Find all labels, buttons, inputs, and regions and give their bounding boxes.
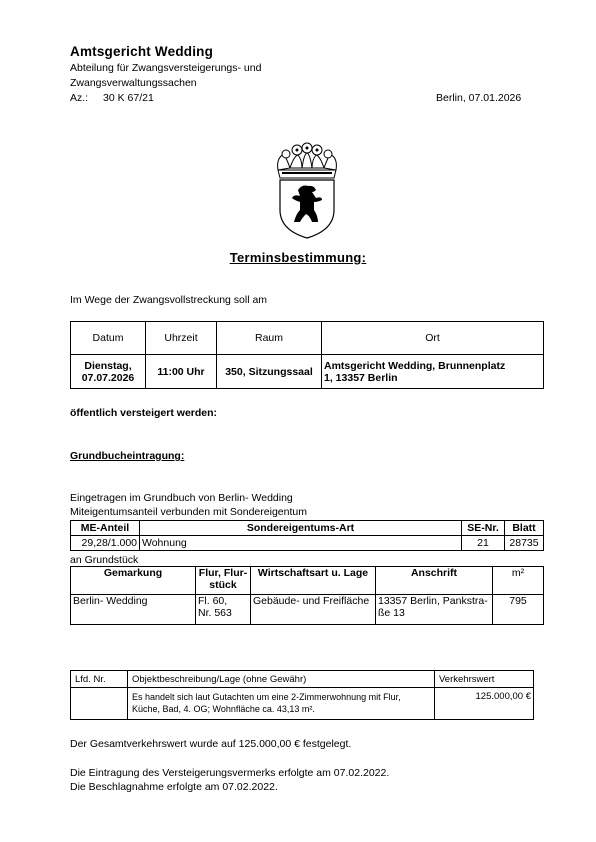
termin-ort	[322, 355, 544, 389]
grund-flur	[196, 595, 251, 625]
az-value: 30 K 67/21	[103, 92, 154, 104]
grund-flur-line-2: Nr. 563	[198, 607, 232, 619]
grund-header-wirtschaft: Wirtschaftsart u. Lage	[251, 567, 376, 595]
objekt-header-lfd: Lfd. Nr.	[71, 671, 128, 688]
me-anteil: 29,28/1.000	[71, 536, 140, 551]
grund-header-anschrift: Anschrift	[376, 567, 493, 595]
grundstueck-table	[70, 566, 544, 625]
objekt-header-wert: Verkehrswert	[435, 671, 534, 688]
me-header-art: Sondereigentums-Art	[140, 521, 462, 536]
grund-header-flur	[196, 567, 251, 595]
grund-m2: 795	[493, 595, 544, 625]
grund-header-m2: m²	[493, 567, 544, 595]
az-label: Az.:	[70, 92, 89, 104]
grund-header-flur-line-1: Flur, Flur-	[198, 567, 248, 579]
objekt-beschreibung	[128, 688, 435, 720]
me-blatt: 28735	[505, 536, 544, 551]
miteigentum-text: Miteigentumsanteil verbunden mit Sondereigentum	[70, 506, 307, 518]
beschlagnahme-text: Die Beschlagnahme erfolgte am 07.02.2022.	[70, 781, 278, 793]
gesamtverkehrswert-text: Der Gesamtverkehrswert wurde auf 125.000,00 € festgelegt.	[70, 738, 352, 750]
me-table	[70, 520, 544, 551]
me-header-blatt: Blatt	[505, 521, 544, 536]
eingetragen-text: Eingetragen im Grundbuch von Berlin- Wedding	[70, 492, 293, 504]
me-header-senr: SE-Nr.	[462, 521, 505, 536]
berlin-coat-of-arms-icon	[272, 140, 342, 240]
termin-header-raum: Raum	[217, 322, 322, 355]
an-grundstueck-text: an Grundstück	[70, 554, 139, 566]
page-title: Terminsbestimmung:	[229, 250, 367, 265]
grund-anschrift-line-1: 13357 Berlin, Pankstra-	[378, 595, 488, 607]
termin-datum	[71, 355, 146, 389]
grund-header-gemarkung: Gemarkung	[71, 567, 196, 595]
objekt-lfd	[71, 688, 128, 720]
grundbuch-heading: Grundbucheintragung:	[70, 450, 185, 462]
department-line-2: Zwangsverwaltungssachen	[70, 77, 197, 89]
objekt-table	[70, 670, 534, 720]
termin-header-uhrzeit: Uhrzeit	[146, 322, 217, 355]
me-senr: 21	[462, 536, 505, 551]
termin-raum: 350, Sitzungssaal	[217, 355, 322, 389]
grund-wirtschaft: Gebäude- und Freifläche	[251, 595, 376, 625]
grund-anschrift	[376, 595, 493, 625]
termin-datum-weekday: Dienstag,	[84, 359, 132, 372]
objekt-header-beschreibung: Objektbeschreibung/Lage (ohne Gewähr)	[128, 671, 435, 688]
grund-flur-line-1: Fl. 60,	[198, 595, 228, 607]
grund-header-flur-line-2: stück	[209, 579, 237, 591]
termin-datum-date: 07.07.2026	[81, 371, 135, 384]
termin-uhrzeit: 11:00 Uhr	[146, 355, 217, 389]
me-art: Wohnung	[140, 536, 462, 551]
objekt-beschreibung-line-1: Es handelt sich laut Gutachten um eine 2-Zimmerwohnung mit Flur,	[132, 692, 401, 702]
termin-header-ort: Ort	[322, 322, 544, 355]
versteigert-text: öffentlich versteigert werden:	[70, 407, 218, 419]
termin-table	[70, 321, 544, 389]
objekt-wert: 125.000,00 €	[435, 688, 534, 720]
termin-ort-line-1: Amtsgericht Wedding, Brunnenplatz	[324, 359, 506, 372]
department-line-1: Abteilung für Zwangsversteigerungs- und	[70, 62, 262, 74]
me-header-anteil: ME-Anteil	[71, 521, 140, 536]
grund-anschrift-line-2: ße 13	[378, 607, 405, 619]
intro-text: Im Wege der Zwangsvollstreckung soll am	[70, 294, 268, 306]
termin-ort-line-2: 1, 13357 Berlin	[324, 371, 398, 384]
grund-gemarkung: Berlin- Wedding	[71, 595, 196, 625]
termin-header-datum: Datum	[71, 322, 146, 355]
court-name: Amtsgericht Wedding	[70, 44, 214, 59]
objekt-beschreibung-line-2: Küche, Bad, 4. OG; Wohnfläche ca. 43,13 m².	[132, 704, 315, 714]
place-date: Berlin, 07.01.2026	[436, 92, 522, 104]
eintragung-text: Die Eintragung des Versteigerungsvermerks erfolgte am 07.02.2022.	[70, 767, 390, 779]
